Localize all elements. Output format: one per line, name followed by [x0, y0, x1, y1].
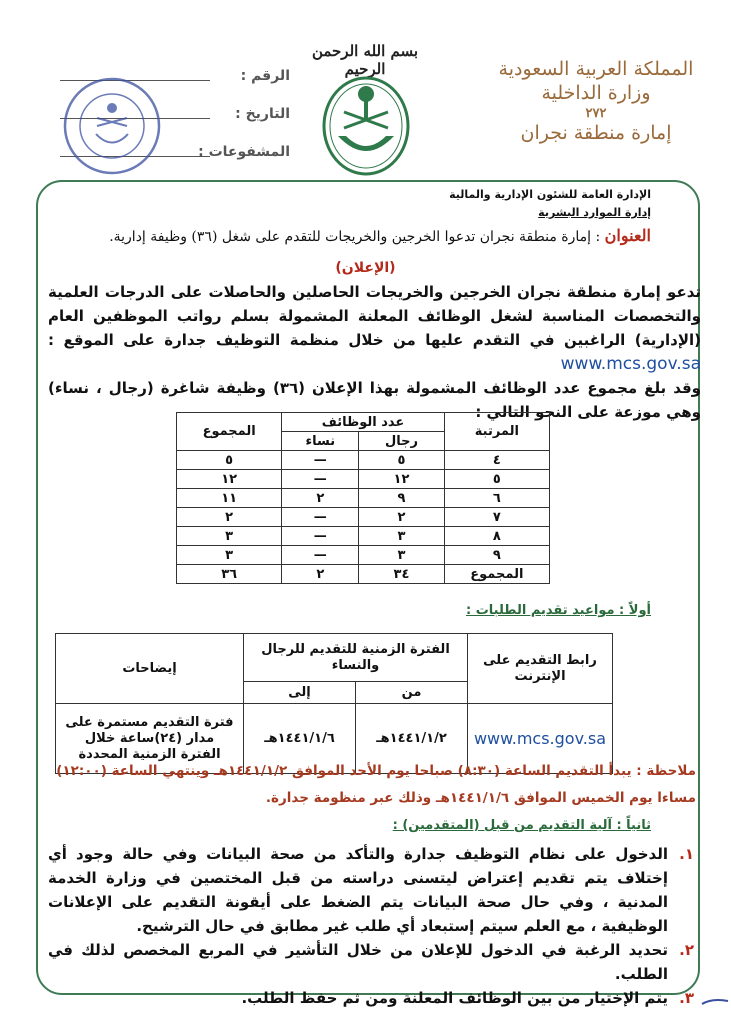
table-row — [177, 546, 550, 565]
step-number: ١. — [679, 845, 694, 863]
header-from: من — [356, 682, 468, 704]
table-cell: ١٢ — [359, 470, 444, 489]
table-cell: ٥ — [177, 451, 282, 470]
table-cell: ٢ — [177, 508, 282, 527]
header-grade: المرتبة — [444, 413, 549, 451]
letterhead-text — [491, 58, 701, 146]
notes-cell: فترة التقديم مستمرة على مدار (٢٤)ساعة خلال الفترة الزمنية المحددة — [56, 704, 244, 774]
general-department: الإدارة العامة للشئون الإدارية والمالية — [449, 188, 651, 201]
step-number: ٣. — [679, 989, 694, 1007]
table-cell: ٣٤ — [359, 565, 444, 584]
table-cell: ٣ — [177, 527, 282, 546]
table-cell: ٣٦ — [177, 565, 282, 584]
table-row — [177, 508, 550, 527]
table-cell: ٩ — [444, 546, 549, 565]
announcement-paragraph: تدعو إمارة منطقة نجران الخرجين والخريجات الحاصلين والحاصلات على الدرجات العلمية والتخصصات المناسبة لشغل الوظائف المعلنة المشمولة بسلم رواتب الموظفين العام (الإدارية) الراغبين في التقدم عليها من خلال منظمة التوظيف جدارة على الموقع : — [48, 283, 701, 349]
table-cell: — — [282, 451, 359, 470]
list-item — [48, 842, 696, 938]
step-text: يتم الإختيار من بين الوظائف المعلنة ومن ثم حفظ الطلب. — [241, 989, 668, 1007]
table-cell: — — [282, 470, 359, 489]
table-cell: ٨ — [444, 527, 549, 546]
header-jobs: عدد الوظائف — [282, 413, 444, 432]
table-cell: ٩ — [359, 489, 444, 508]
table-cell: — — [282, 546, 359, 565]
announcement-body — [48, 280, 701, 424]
table-cell: المجموع — [444, 565, 549, 584]
header-period: الفترة الزمنية للتقديم للرجال والنساء — [244, 634, 468, 682]
table-row — [177, 470, 550, 489]
table-cell: ٢ — [282, 565, 359, 584]
table-row — [177, 451, 550, 470]
list-item — [48, 938, 696, 986]
schedule-note: ملاحظة : يبدأ التقديم الساعة (٨:٣٠) صباحا يوم الأحد الموافق ١٤٤١/١/٢هـ وينتهي الساعة (١٢:٠٠) مساءا يوم الخميس الموافق ١٤٤١/١/٦هـ وذلك عبر منظومة جدارة. — [56, 763, 696, 806]
subject-text: : إمارة منطقة نجران تدعوا الخرجين والخريجات للتقدم على شغل (٣٦) وظيفة إدارية. — [109, 229, 601, 245]
date-from: ١٤٤١/١/٢هـ — [356, 704, 468, 774]
table-cell: — — [282, 508, 359, 527]
kingdom-name: المملكة العربية السعودية — [498, 58, 694, 80]
section2-title: ثانياً : آلية التقديم من قبل (المتقدمين) : — [392, 818, 651, 833]
emirate-name: إمارة منطقة نجران — [520, 121, 672, 144]
table-cell: ٤ — [444, 451, 549, 470]
subject-label: العنوان — [604, 226, 651, 245]
list-item — [48, 986, 696, 1010]
signature-mark-icon — [700, 996, 730, 1008]
step-number: ٢. — [679, 941, 694, 959]
ministry-name: وزارة الداخلية — [541, 81, 651, 104]
saudi-emblem-icon — [322, 76, 410, 176]
table-cell: ١١ — [177, 489, 282, 508]
announcement-paragraph-2: وقد بلغ مجموع عدد الوظائف المشمولة بهذا الإعلان (٣٦) وظيفة شاغرة (رجال ، نساء) وهي موزعة على النحو التالي : — [48, 379, 701, 421]
header-total: المجموع — [177, 413, 282, 451]
table-cell: ٣ — [359, 546, 444, 565]
jobs-table — [176, 412, 550, 584]
header-women: نساء — [282, 432, 359, 451]
table-cell: ٣ — [359, 527, 444, 546]
date-label: التاريخ : — [235, 106, 290, 122]
table-cell: ٧ — [444, 508, 549, 527]
table-cell: ٥ — [359, 451, 444, 470]
header-notes: إيضاحات — [56, 634, 244, 704]
number-label: الرقم : — [240, 68, 290, 84]
step-text: الدخول على نظام التوظيف جدارة والتأكد من صحة البيانات وفي حالة وجود أي إختلاف يتم تقديم إعتراض ليتسنى دراسته من قبل المختصين في وزارة الخدمة المدنية ، وفي حال صحة البيانات يتم الضغط على أيقونة التقديم على الإعلانات الوظيفية ، مع العلم سيتم إستبعاد أي طلب غير مطابق في حال الترشيح. — [48, 845, 668, 935]
subject-line — [51, 226, 651, 245]
website-link[interactable]: www.mcs.gov.sa — [560, 354, 701, 374]
date-to: ١٤٤١/١/٦هـ — [244, 704, 356, 774]
steps-list — [48, 842, 696, 1010]
table-row — [177, 565, 550, 584]
table-row — [177, 489, 550, 508]
table-row — [177, 527, 550, 546]
step-text: تحديد الرغبة في الدخول للإعلان من خلال التأشير في المربع المخصص لذلك في الطلب. — [48, 941, 668, 983]
schedule-table — [55, 633, 613, 774]
table-cell: ٥ — [444, 470, 549, 489]
header-men: رجال — [359, 432, 444, 451]
table-cell: ١٢ — [177, 470, 282, 489]
header-link: رابط التقديم على الإنترنت — [468, 634, 613, 704]
letterhead-code: ٢٧٢ — [585, 105, 607, 121]
header-to: إلى — [244, 682, 356, 704]
table-cell: ٢ — [282, 489, 359, 508]
table-cell: ٦ — [444, 489, 549, 508]
section1-title: أولاً : مواعيد تقديم الطلبات : — [466, 603, 651, 618]
table-cell: ٢ — [359, 508, 444, 527]
hr-department: إدارة الموارد البشرية — [538, 206, 651, 219]
department-header — [449, 186, 651, 222]
attachments-label: المشفوعات : — [198, 144, 290, 160]
official-stamp-icon — [62, 76, 162, 176]
basmala: بسم الله الرحمن الرحيم — [311, 42, 419, 78]
table-cell: — — [282, 527, 359, 546]
apply-link[interactable]: www.mcs.gov.sa — [468, 704, 613, 774]
table-cell: ٣ — [177, 546, 282, 565]
announcement-title: (الإعلان) — [335, 260, 396, 276]
